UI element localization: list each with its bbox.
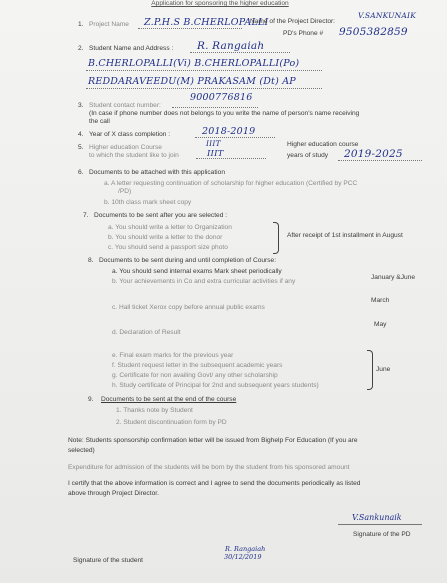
s3-rule — [172, 107, 258, 108]
s4-year-value: 2018-2019 — [202, 126, 256, 137]
s8-item-a: a. You should send internal exams Mark sheet periodically — [112, 268, 282, 275]
s7-label: Documents to be sent after you are selected : — [94, 212, 228, 219]
s1-project-value: Z.P.H.S B.CHERLOPALLI — [144, 17, 269, 28]
certify-line-2: above through Project Director. — [68, 490, 159, 497]
s7-right-note: After receipt of 1st installment in August — [287, 232, 403, 239]
s2-num: 2. — [78, 45, 84, 52]
certify-line-1: I certify that the above information is correct and I agree to send the documents periodically as listed — [68, 480, 361, 487]
s2-rule-2 — [86, 70, 322, 71]
s7-brace — [273, 222, 279, 254]
s8-june: June — [376, 366, 391, 373]
s7-item-a: a. You should write a letter to Organization — [108, 224, 232, 231]
s2-rule-1 — [190, 52, 290, 53]
student-signature-ink: R. Rangaiah — [225, 545, 266, 553]
s8-item-e: e. Final exam marks for the previous year — [112, 352, 234, 359]
s2-name-value: R. Rangaiah — [197, 40, 265, 52]
note-line-2: selected) — [68, 447, 95, 454]
s8-item-h: h. Study certificate of Principal for 2nd and subsequent years students) — [112, 382, 319, 389]
s6-item-b: b. 10th class mark sheet copy — [104, 199, 192, 206]
s3-contact-value: 9000776816 — [190, 92, 253, 103]
s5-right-label-1: Higher education course — [287, 141, 359, 148]
s6-item-a: a. A letter requesting continuation of scholarship for higher education (Certified by PCC — [104, 180, 358, 187]
expenditure-note: Expenditure for admission of the students will be born by the student from his sponsored amount — [68, 464, 350, 471]
s8-item-g: g. Certificate for non availing Govt/ any other scholarship — [112, 372, 278, 379]
s4-num: 4. — [78, 131, 84, 138]
s8-num: 8. — [88, 257, 94, 264]
s8-march: March — [371, 297, 390, 304]
s5-label-2: to which the student like to join — [89, 152, 179, 159]
s8-label: Documents to be sent during and until completion of Course: — [99, 257, 277, 264]
s7-item-c: c. You should send a passport size photo — [108, 244, 228, 251]
s1-phone-value: 9505382859 — [339, 26, 408, 38]
s1-director-value: V.SANKUNAIK — [358, 11, 417, 20]
s8-may: May — [374, 321, 387, 328]
s5-years-value: 2019-2025 — [344, 148, 403, 160]
s8-item-d: d. Declaration of Result — [112, 329, 181, 336]
student-signature-label: Signature of the student — [73, 557, 144, 564]
s9-label: Documents to be sent at the end of the course — [101, 396, 237, 403]
s4-label: Year of X class completion : — [89, 131, 171, 138]
s4-rule — [195, 137, 275, 138]
note-line-1: Note: Students sponsorship confirmation letter will be issued from Bighelp For Education (If you are — [68, 437, 358, 444]
s5-course-top: IIIT — [206, 139, 221, 148]
s6-item-a-cont: /PD) — [118, 188, 132, 195]
s5-label-1: Higher education Course — [89, 144, 162, 151]
s2-label: Student Name and Address : — [89, 45, 174, 52]
s5-course-value: IIIT — [207, 149, 224, 159]
s1-num: 1. — [78, 21, 84, 28]
s8-item-f: f. Student request letter in the subsequent academic years — [112, 362, 283, 369]
s8-jan-june: January &June — [371, 274, 415, 281]
s6-num: 6. — [78, 169, 84, 176]
s1-label: Project Name — [89, 21, 129, 28]
s1-phone-label: PD's Phone # — [283, 30, 324, 37]
s2-address-line-2: REDDARAVEEDU(M) PRAKASAM (Dt) AP — [88, 76, 296, 87]
s8-brace — [367, 350, 373, 390]
s8-item-c: c. Hall ticket Xerox copy before annual public exams — [112, 304, 265, 311]
pd-signature-rule — [338, 524, 422, 525]
s3-note-line-1: (In case if phone number does not belongs to you write the name of person's name receiving — [89, 110, 360, 117]
s9-num: 9. — [88, 396, 94, 403]
s7-item-b: b. You should write a letter to the donor — [108, 234, 223, 241]
s3-num: 3. — [78, 102, 84, 109]
s9-item-2: 2. Student discontinuation form by PD — [116, 419, 227, 426]
s8-item-b: b. Your achievements in Co and extra curricular activities if any — [112, 278, 296, 285]
s6-label: Documents to be attached with this application — [89, 169, 225, 176]
s5-rule-course — [196, 158, 266, 159]
s1-director-label: Name of the Project Director: — [250, 18, 336, 25]
pd-signature-ink: V.Sankunaik — [352, 513, 402, 522]
s5-right-label-2: years of study — [287, 152, 329, 159]
date-ink: 30/12/2019 — [224, 553, 262, 561]
s7-num: 7. — [83, 212, 89, 219]
s5-rule-years — [338, 160, 422, 161]
s1-rule — [138, 28, 242, 29]
s2-rule-3 — [86, 88, 322, 89]
s5-num: 5. — [78, 144, 84, 151]
pd-signature-label: Signature of the PD — [353, 531, 411, 538]
s3-note-line-2: the call — [89, 118, 110, 125]
s2-address-line-1: B.CHERLOPALLI(Vi) B.CHERLOPALLI(Po) — [88, 58, 300, 69]
s3-label: Student contact number: — [89, 102, 161, 109]
s9-item-1: 1. Thanks note by Student — [116, 407, 193, 414]
form-header-partial: Application for sponsoring the higher education — [151, 0, 289, 7]
